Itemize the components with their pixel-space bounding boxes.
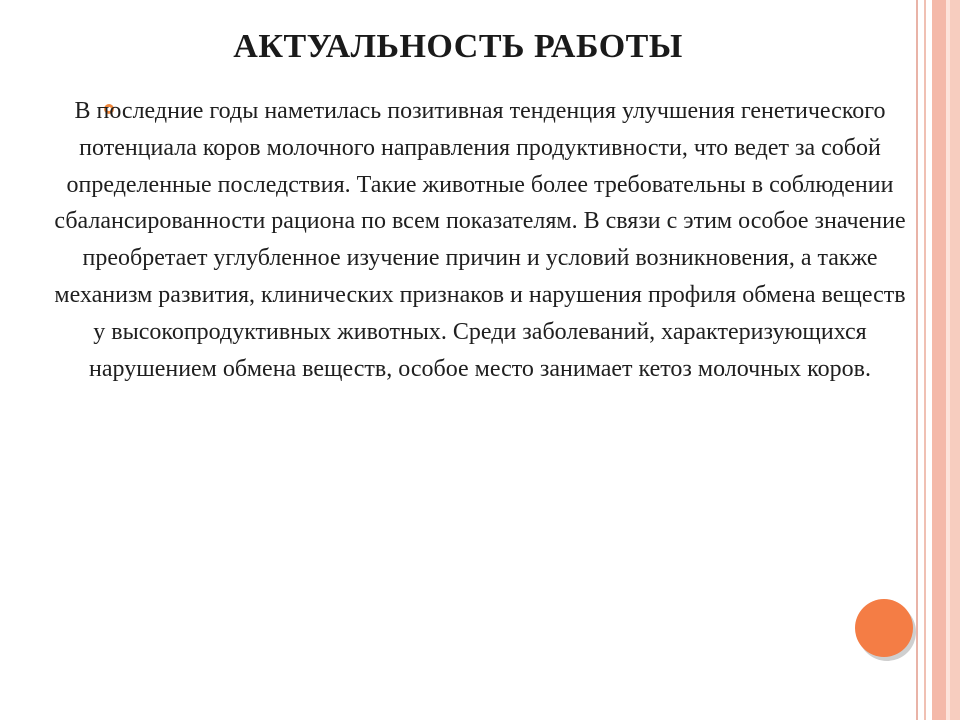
- decorative-stripes: [916, 0, 960, 720]
- slide-title: АКТУАЛЬНОСТЬ РАБОТЫ: [233, 28, 683, 65]
- slide-body-text: В последние годы наметилась позитивная тенденция улучшения генетического потенциала коров молочного направления продуктивности, что ведет за собой определенные последствия. Такие животные более требовательны в соблюдении сбалансированности рациона по всем показателям. В связи с этим особое значение преобретает углубленное изучение причин и условий возникновения, а также механизм развития, клинических признаков и нарушения профиля обмена веществ у высокопродуктивных животных. Среди заболеваний, характеризующихся нарушением обмена веществ, особое место занимает кетоз молочных коров.: [54, 98, 906, 382]
- stripe: [924, 0, 926, 720]
- stripe: [916, 0, 918, 720]
- stripe: [932, 0, 946, 720]
- stripe: [950, 0, 960, 720]
- decorative-circle: [855, 599, 913, 657]
